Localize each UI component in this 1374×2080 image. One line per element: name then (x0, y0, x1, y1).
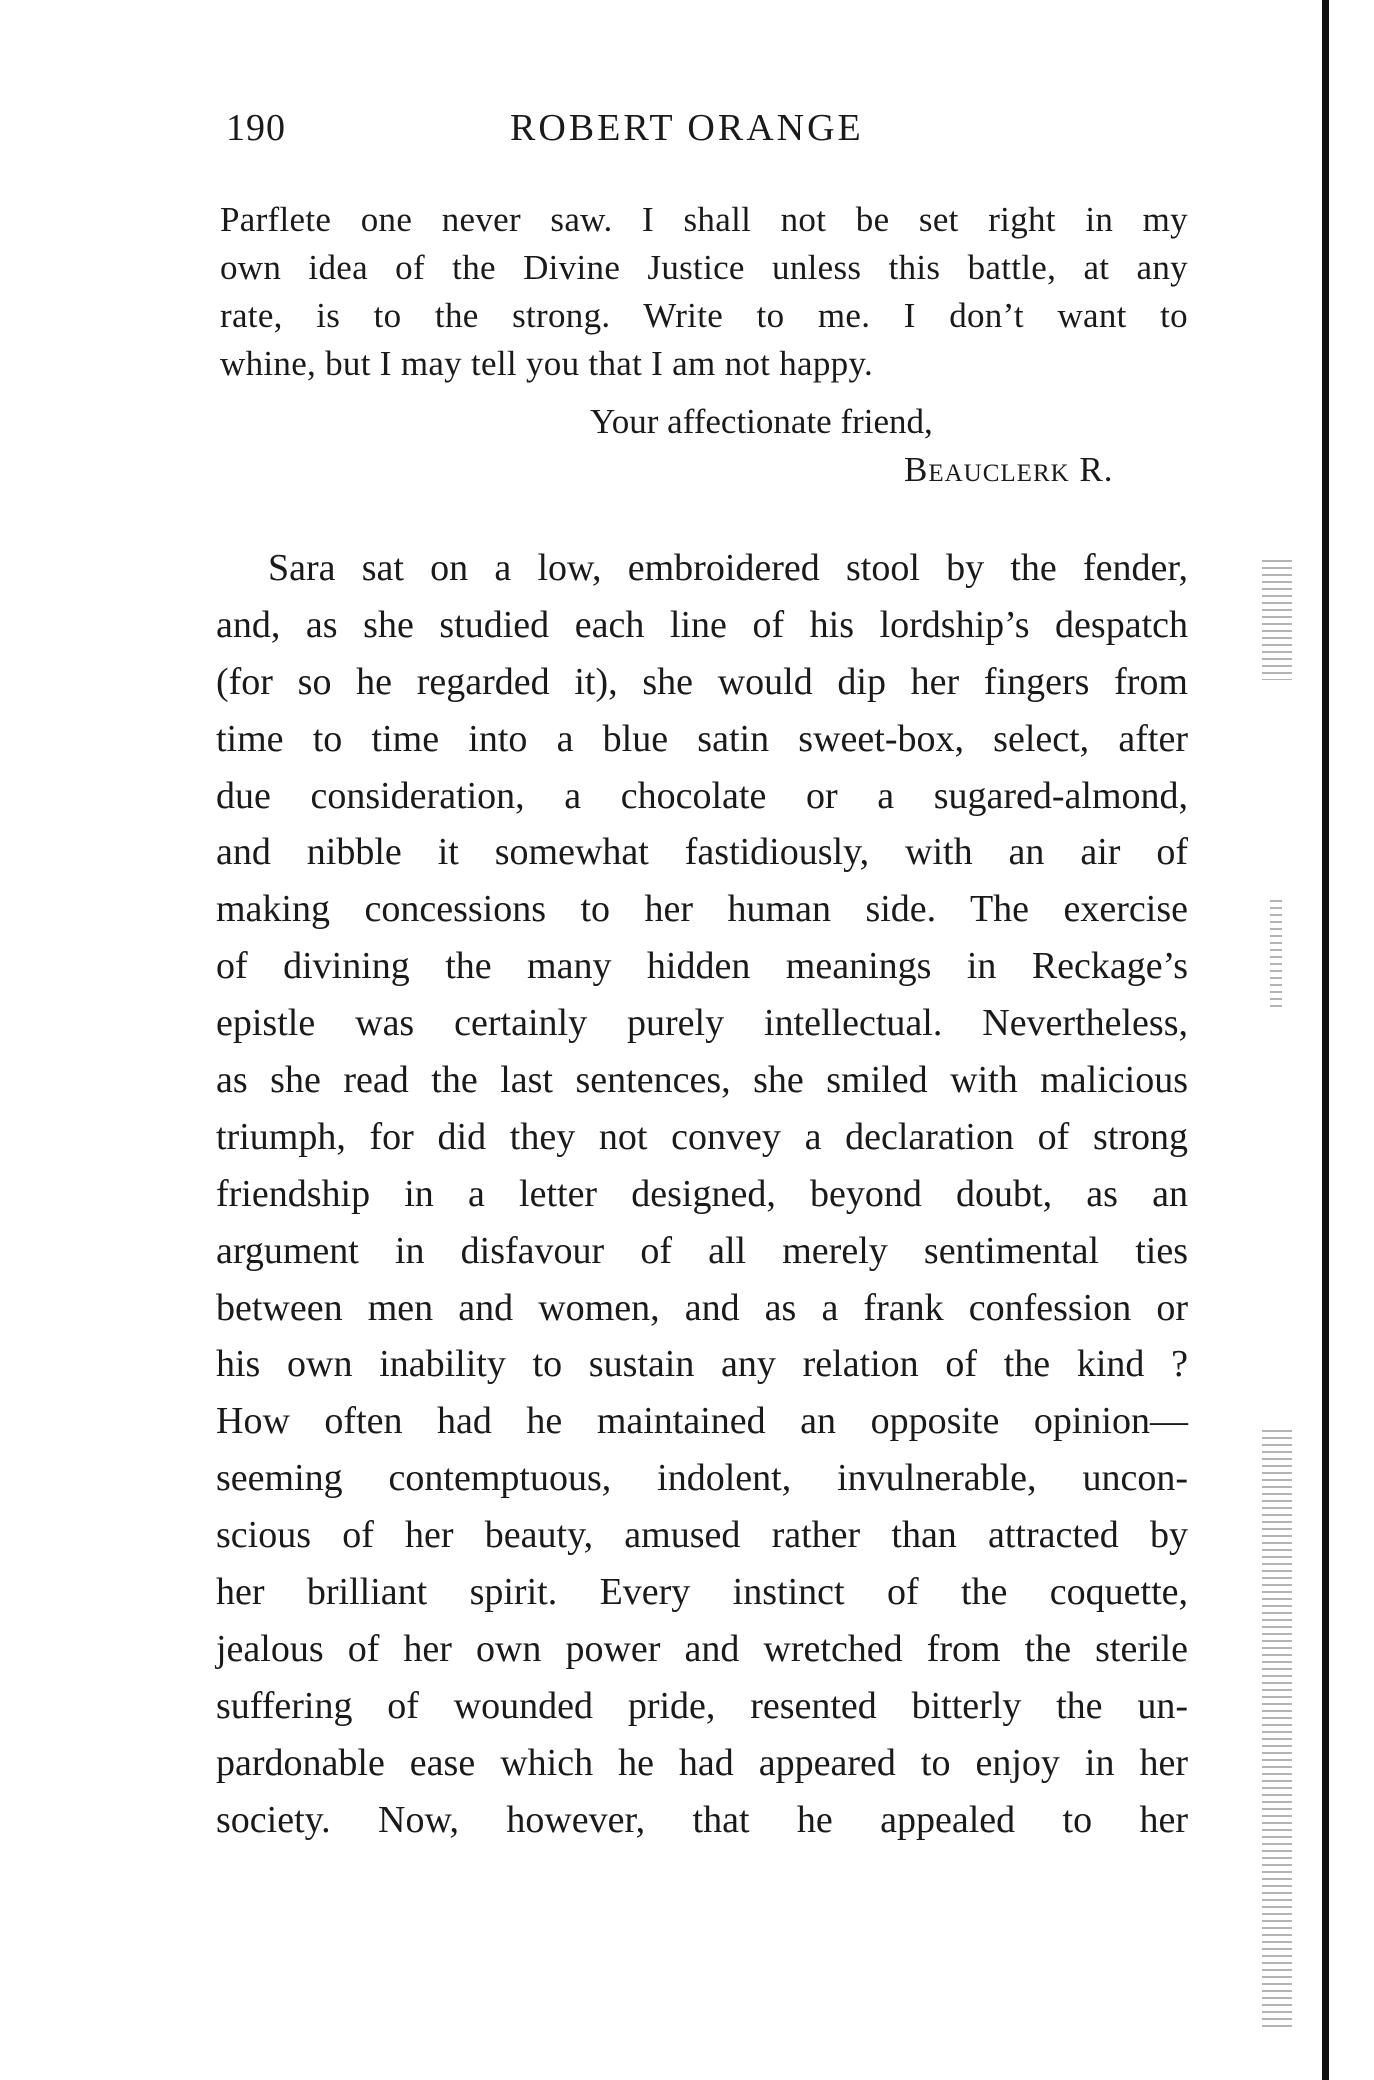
text-line: of divining the many hidden meanings in Reckage’s (216, 945, 1188, 988)
text-line: scious of her beauty, amused rather than attracted by (216, 1514, 1188, 1557)
text-line: argument in disfavour of all merely sentimental ties (216, 1229, 1188, 1272)
letter-signature: Beauclerk R. (904, 450, 1114, 489)
text-line: suffering of wounded pride, resented bitterly the un- (216, 1684, 1188, 1727)
running-head (0, 106, 1374, 156)
text-line: time to time into a blue satin sweet-box, select, after (216, 717, 1188, 760)
body-paragraph (216, 540, 1188, 1848)
gutter-shadow (1262, 560, 1292, 680)
page-number: 190 (226, 107, 286, 149)
text-line: between men and women, and as a frank confession or (216, 1286, 1188, 1329)
text-line: rate, is to the strong. Write to me. I don’t want to (220, 296, 1188, 335)
gutter-shadow (1270, 900, 1282, 1010)
text-line: pardonable ease which he had appeared to enjoy in her (216, 1741, 1188, 1784)
text-line: and nibble it somewhat fastidiously, with an air of (216, 831, 1188, 874)
text-line: and, as she studied each line of his lordship’s despatch (216, 603, 1188, 646)
text-line: whine, but I may tell you that I am not happy. (220, 344, 874, 383)
text-line: How often had he maintained an opposite opinion— (216, 1400, 1188, 1443)
text-line: epistle was certainly purely intellectual. Nevertheless, (216, 1002, 1188, 1045)
text-line: society. Now, however, that he appealed to her (216, 1798, 1188, 1841)
text-line: own idea of the Divine Justice unless this battle, at any (220, 248, 1188, 287)
letter-salutation: Your affectionate friend, (590, 402, 933, 441)
text-line: jealous of her own power and wretched from the sterile (216, 1627, 1188, 1670)
text-line: (for so he regarded it), she would dip her fingers from (216, 660, 1188, 703)
text-line: triumph, for did they not convey a declaration of strong (216, 1115, 1188, 1158)
text-line: due consideration, a chocolate or a sugared-almond, (216, 774, 1188, 817)
binding-edge (1322, 0, 1329, 2080)
text-line: his own inability to sustain any relation of the kind ? (216, 1343, 1188, 1386)
text-line: her brilliant spirit. Every instinct of the coquette, (216, 1571, 1188, 1614)
running-title: ROBERT ORANGE (510, 107, 864, 149)
gutter-shadow (1262, 1430, 1292, 2030)
letter-conclusion (220, 196, 1188, 388)
text-line: making concessions to her human side. The exercise (216, 888, 1188, 931)
text-line: seeming contemptuous, indolent, invulnerable, uncon- (216, 1457, 1188, 1500)
text-line: Sara sat on a low, embroidered stool by the fender, (268, 547, 1188, 589)
text-line: friendship in a letter designed, beyond doubt, as an (216, 1172, 1188, 1215)
text-line: Parflete one never saw. I shall not be set right in my (220, 200, 1188, 239)
text-line: as she read the last sentences, she smiled with malicious (216, 1059, 1188, 1102)
